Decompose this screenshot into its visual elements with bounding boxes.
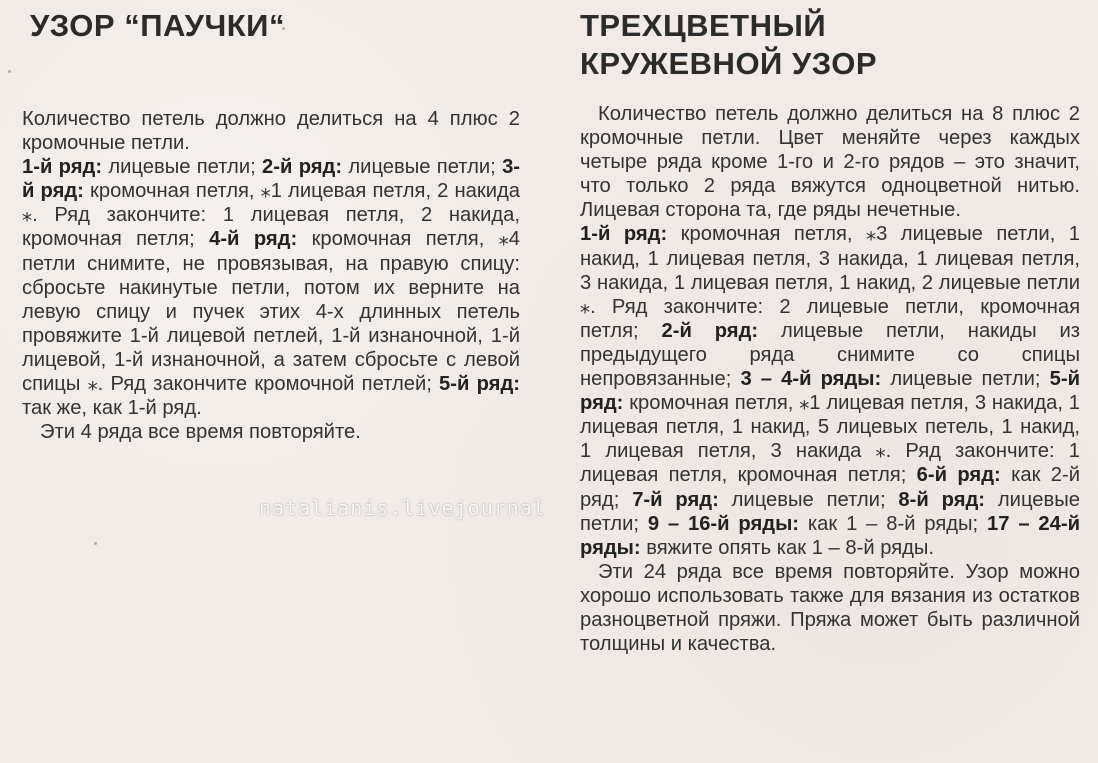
right-row-6-text: как 2-й ряд; <box>580 464 1080 511</box>
right-paragraph-1 <box>580 102 1080 222</box>
left-row-4-label: 4-й ряд: <box>209 228 298 251</box>
left-paragraph-3-run-1: Эти 4 ряда все время повторяйте. <box>40 421 361 444</box>
right-paragraph-3 <box>580 560 1080 656</box>
left-row-5-text: так же, как 1-й ряд. <box>22 397 202 420</box>
right-row-1-label: 1-й ряд: <box>580 223 668 246</box>
left-row-3-label: 3-й ряд: <box>22 156 521 203</box>
watermark: natalianis.livejournal <box>259 496 546 520</box>
right-row-17-24-label: 17 – 24-й ряды: <box>580 512 1080 559</box>
right-body-text <box>580 102 1080 656</box>
right-row-17-24-text: вяжите опять как 1 – 8-й ряды. <box>640 536 935 559</box>
left-body-text <box>22 107 520 444</box>
right-row-5-label: 5-й ряд: <box>580 368 1080 415</box>
right-row-7-label: 7-й ряд: <box>632 488 719 511</box>
right-row-5-text: кромочная петля, ⁎1 лицевая петля, 3 накида, 1 лицевая петля, 1 накид, 5 лицевых петель, 1 накид, 1 лицевая петля, 3 накида ⁎. Ряд закончите: 1 лицевая петля, кромочная петля; <box>580 392 1080 487</box>
right-row-9-16-text: как 1 – 8-й ряды; <box>799 512 988 535</box>
right-title-line-1: ТРЕХЦВЕТНЫЙ <box>580 8 827 43</box>
paper-speck <box>94 542 97 545</box>
right-row-3-4-label: 3 – 4-й ряды: <box>740 368 882 391</box>
right-row-2-text: лицевые петли, накиды из предыдущего ряда снимите со спицы непровязанные; <box>580 319 1080 391</box>
paper-speck <box>8 70 11 73</box>
left-paragraph-3 <box>22 420 520 444</box>
left-row-4-text: кромочная петля, ⁎4 петли снимите, не провязывая, на правую спицу: сбросьте накинутые петли, потом их верните на левую спицу и пучек этих 4-х длинных петель провяжите 1-й лицевой петлей, 1-й изнаночной, 1-й лицевой, 1-й изнаночной, а затем сбросьте с левой спицы ⁎. Ряд закончите кромочной петлей; <box>22 228 520 396</box>
left-paragraph-1 <box>22 107 520 155</box>
left-row-5-label: 5-й ряд: <box>439 373 520 396</box>
right-row-6-label: 6-й ряд: <box>916 464 1001 487</box>
right-row-1-text: кромочная петля, ⁎3 лицевые петли, 1 накид, 1 лицевая петля, 3 накида, 1 лицевая петля, 3 накида, 1 лицевая петля, 1 накид, 2 лицевые петли ⁎. Ряд закончите: 2 лицевые петли, кромочная петля; <box>580 223 1080 342</box>
left-paragraph-2 <box>22 155 520 420</box>
left-row-2-label: 2-й ряд: <box>262 156 343 179</box>
right-row-3-4-text: лицевые петли; <box>881 368 1050 391</box>
right-row-8-text: лицевые петли; <box>580 488 1080 535</box>
right-title-line-2: КРУЖЕВНОЙ УЗОР <box>580 46 878 81</box>
left-row-1-text: лицевые петли; <box>102 156 263 179</box>
right-row-8-label: 8-й ряд: <box>898 488 986 511</box>
right-row-7-text: лицевые петли; <box>718 488 899 511</box>
right-row-2-label: 2-й ряд: <box>661 319 759 342</box>
left-row-1-label: 1-й ряд: <box>22 156 103 179</box>
left-row-2-text: лицевые петли; <box>342 156 503 179</box>
left-title: УЗОР “ПАУЧКИ“ <box>30 8 285 43</box>
left-paragraph-1-run-1: Количество петель должно делиться на 4 плюс 2 кромочные петли. <box>22 108 520 155</box>
right-paragraph-3-run-1: Эти 24 ряда все время повторяйте. Узор можно хорошо использовать также для вязания из остатков разноцветной пряжи. Пряжа может быть различной толщины и качества. <box>580 560 1080 656</box>
right-row-9-16-label: 9 – 16-й ряды: <box>647 512 800 535</box>
left-row-3-text: кромочная петля, ⁎1 лицевая петля, 2 накида ⁎. Ряд закончите: 1 лицевая петля, 2 накида, кромочная петля; <box>22 180 520 251</box>
right-paragraph-1-run-1: Количество петель должно делиться на 8 плюс 2 кромочные петли. Цвет меняйте через каждых четыре ряда кроме 1-го и 2-го рядов – это значит, что только 2 ряда вяжутся одноцветной нитью. Лицевая сторона та, где ряды нечетные. <box>580 103 1080 222</box>
right-paragraph-2 <box>580 222 1080 559</box>
right-title <box>580 7 1000 83</box>
